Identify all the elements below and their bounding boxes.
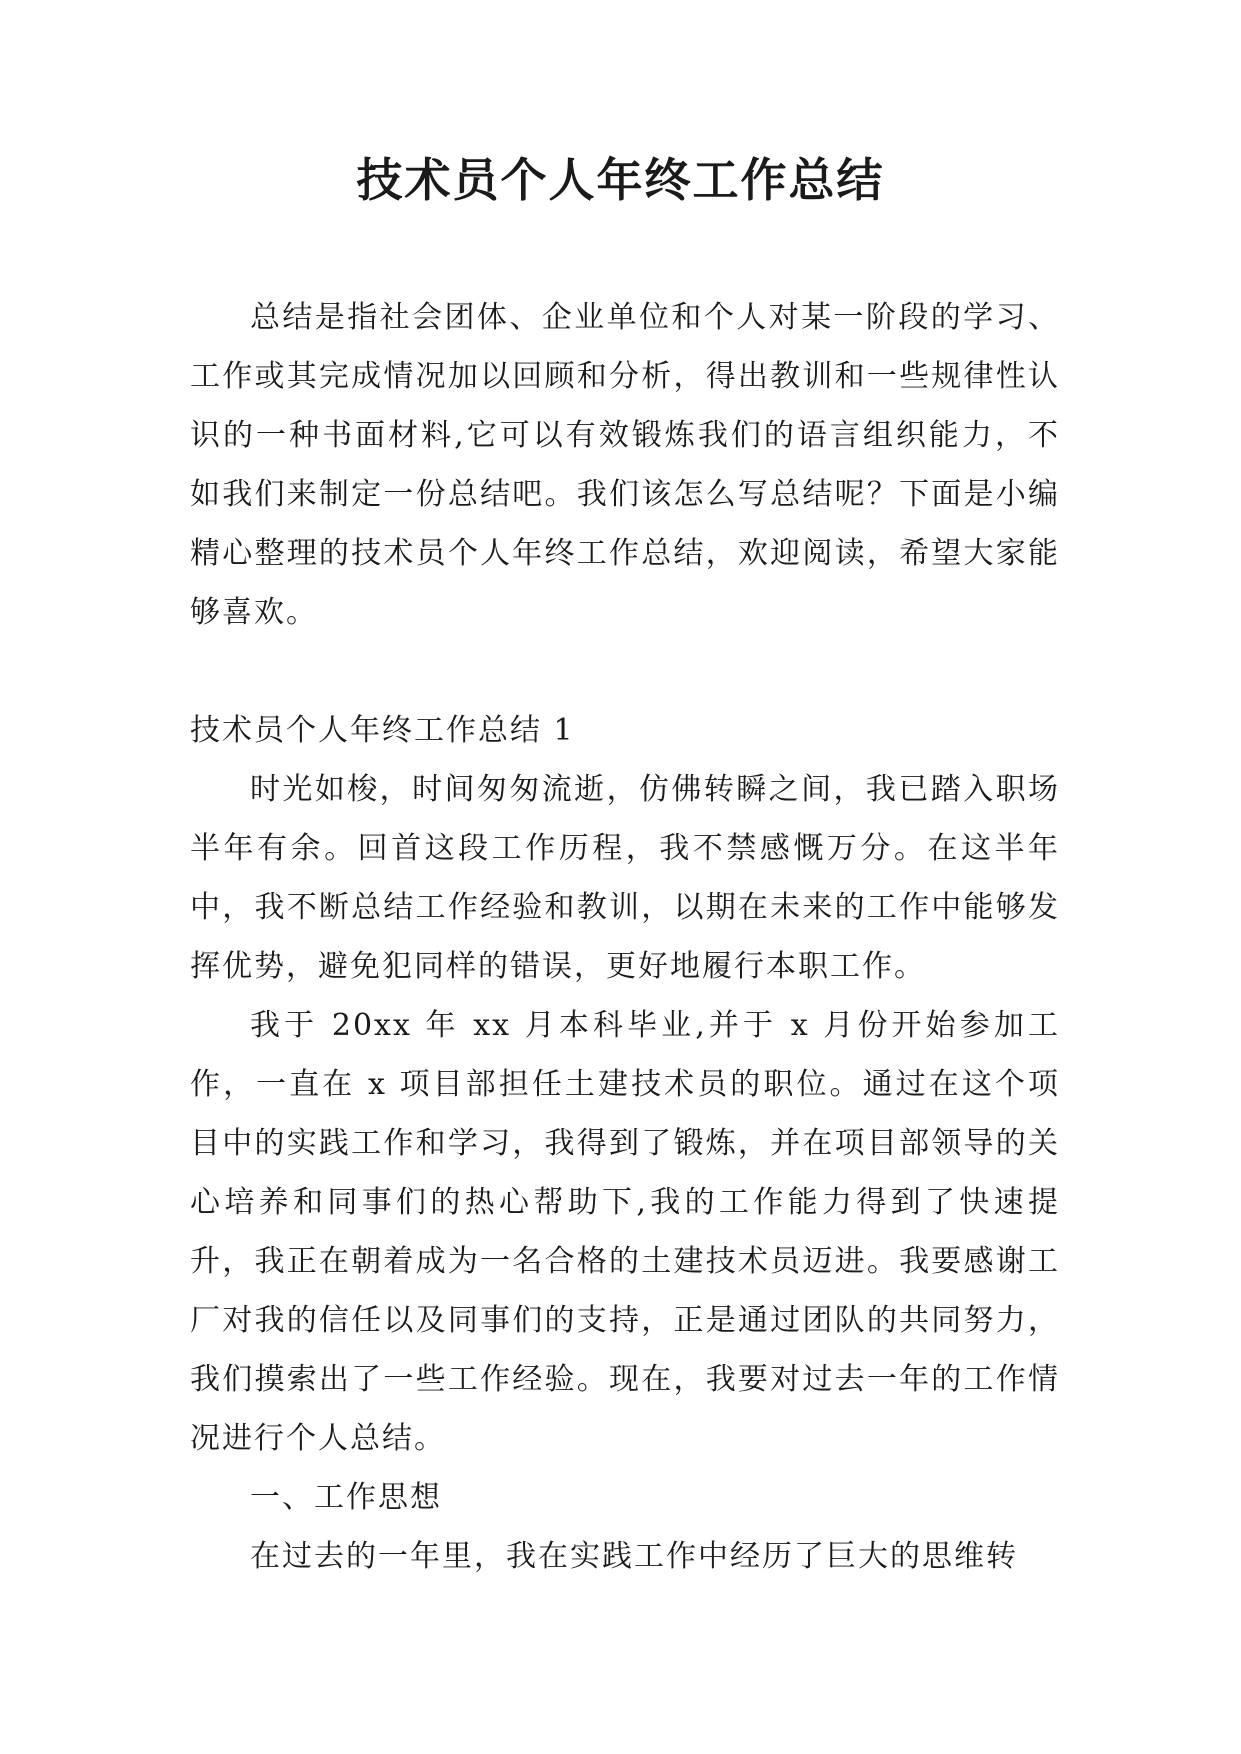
body-paragraph: 我于 20xx 年 xx 月本科毕业,并于 x 月份开始参加工作，一直在 x 项目部担任土建技术员的职位。通过在这个项目中的实践工作和学习，我得到了锻炼，并在项目部领导的关心培养和同事们的热心帮助下,我的工作能力得到了快速提升，我正在朝着成为一名合格的土建技术员迈进。我要感谢工厂对我的信任以及同事们的支持，正是通过团队的共同努力，我们摸索出了一些工作经验。现在，我要对过去一年的工作情况进行个人总结。 [190,1008,1060,1456]
intro-paragraph: 总结是指社会团体、企业单位和个人对某一阶段的学习、工作或其完成情况加以回顾和分析，得出教训和一些规律性认识的一种书面材料,它可以有效锻炼我们的语言组织能力，不如我们来制定一份总结吧。我们该怎么写总结呢？下面是小编精心整理的技术员个人年终工作总结，欢迎阅读，希望大家能够喜欢。 [190,300,1060,630]
body-paragraph: 时光如梭，时间匆匆流逝，仿佛转瞬之间，我已踏入职场半年有余。回首这段工作历程，我不禁感慨万分。在这半年中，我不断总结工作经验和教训，以期在未来的工作中能够发挥优势，避免犯同样的错误，更好地履行本职工作。 [190,772,1060,984]
sub-heading: 一、工作思想 [250,1480,442,1515]
document-body [190,288,1060,1586]
document-title: 技术员个人年终工作总结 [356,153,885,207]
section-heading: 技术员个人年终工作总结 1 [190,713,575,748]
body-paragraph-last: 在过去的一年里，我在实践工作中经历了巨大的思维转 [250,1539,1018,1574]
